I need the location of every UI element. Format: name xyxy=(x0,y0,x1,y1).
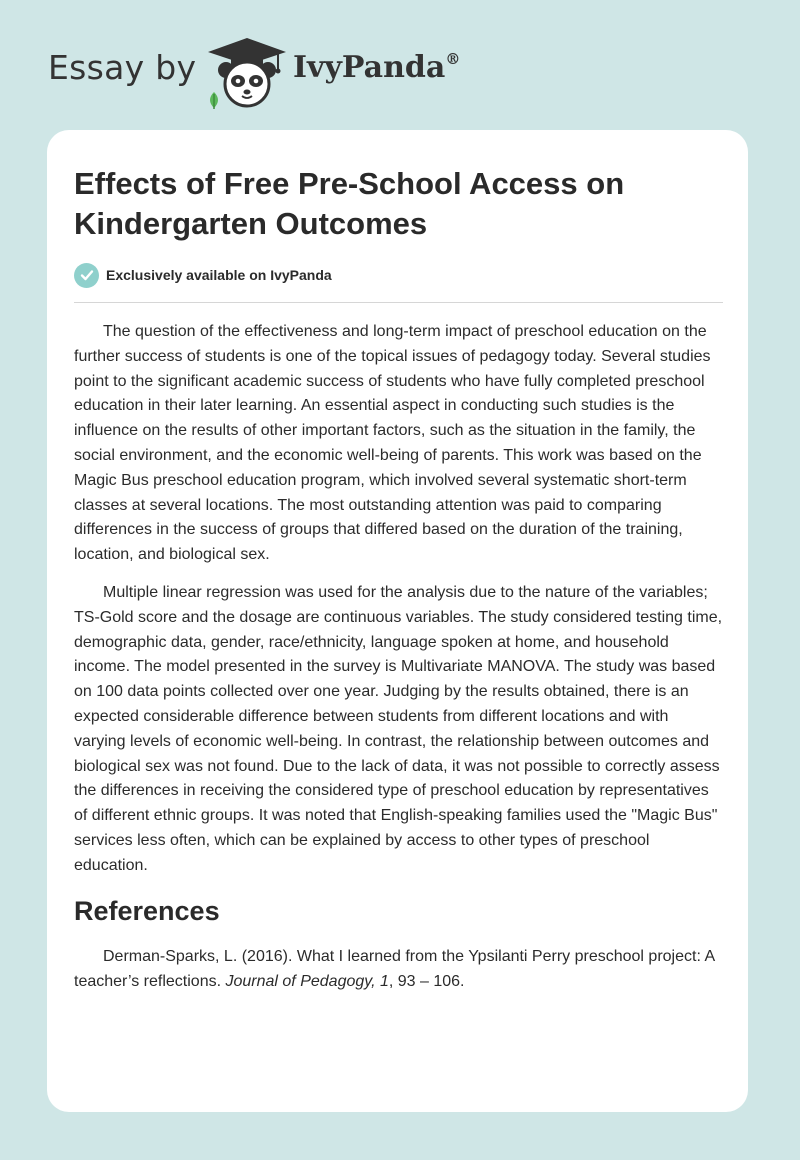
reference-journal: Journal of Pedagogy, 1 xyxy=(225,973,389,991)
reference-item xyxy=(74,945,724,995)
essay-body xyxy=(74,320,724,995)
essay-card xyxy=(47,130,748,1112)
trademark-symbol: ® xyxy=(445,50,461,68)
checkmark-icon xyxy=(74,263,99,288)
reference-authors: Derman-Sparks, L. (2016). What I learned from the Ypsilanti Perry preschool project: A teacher’s reflections. xyxy=(74,948,715,991)
page-title: Effects of Free Pre-School Access on Kindergarten Outcomes xyxy=(74,166,625,241)
site-header xyxy=(48,34,508,110)
panda-logo-icon[interactable] xyxy=(204,34,290,115)
divider xyxy=(74,302,723,303)
exclusive-label: Exclusively available on IvyPanda xyxy=(106,267,332,283)
reference-pages: , 93 – 106. xyxy=(388,973,465,991)
brand-name[interactable]: IvyPanda® xyxy=(293,50,461,85)
paragraph: The question of the effectiveness and long-term impact of preschool education on the further success of students is one of the topical issues of pedagogy today. Several studies point to the significant academic success of students who have fully completed preschool education in their later learning. An essential aspect in conducting such studies is the influence on the results of other important factors, such as the situation in the family, the social environment, and the economic well-being of parents. This work was based on the Magic Bus preschool education program, which involved several systematic short-term classes at several locations. The most outstanding attention was paid to comparing differences in the success of groups that differed based on the duration of the training, location, and biological sex. xyxy=(74,323,711,564)
paragraph: Multiple linear regression was used for the analysis due to the nature of the variables; TS-Gold score and the dosage are continuous variables. The study considered testing time, demographic data, gender, race/ethnicity, language spoken at home, and household income. The model presented in the survey is Multivariate MANOVA. The study was based on 100 data points collected over one year. Judging by the results obtained, there is an expected considerable difference between students from different locations and with varying levels of economic well-being. In contrast, the relationship between outcomes and biological sex was not found. Due to the lack of data, it was not possible to correctly assess the differences in receiving the considered type of preschool education by representatives of different ethnic groups. It was noted that English-speaking families used the "Magic Bus" services less often, which can be explained by access to other types of preschool education. xyxy=(74,583,723,874)
references-heading: References xyxy=(74,895,220,926)
exclusive-badge xyxy=(74,262,332,288)
essay-by-label: Essay by xyxy=(48,48,197,87)
